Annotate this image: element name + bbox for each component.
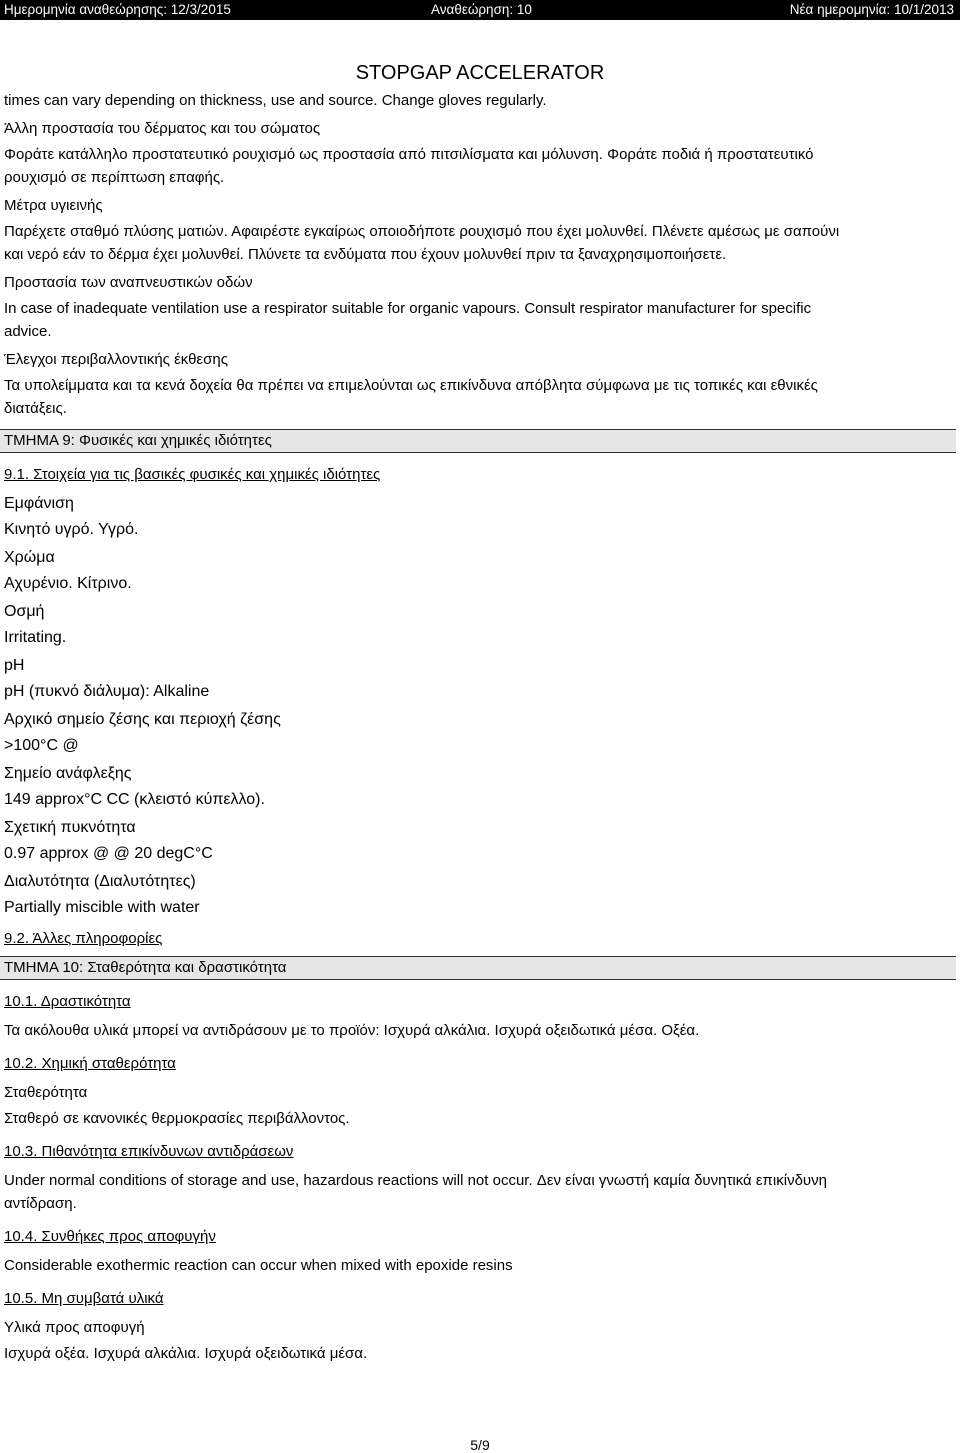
incompatible-materials-value: Ισχυρά οξέα. Ισχυρά αλκάλια. Ισχυρά οξειδωτικά μέσα.: [4, 1345, 368, 1362]
subsection-9-2: 9.2. Άλλες πληροφορίες: [4, 930, 163, 947]
environmental-heading: Έλεγχοι περιβαλλοντικής έκθεσης: [4, 351, 228, 368]
respiratory-heading: Προστασία των αναπνευστικών οδών: [4, 274, 253, 291]
appearance-value: Κινητό υγρό. Υγρό.: [4, 521, 139, 538]
page-header: [0, 0, 960, 20]
hazardous-reactions-line1: Under normal conditions of storage and use, hazardous reactions will not occur. Δεν είναι γνωστή καμία δυνητικά επικίνδυνη: [4, 1172, 827, 1189]
ph-value: pH (πυκνό διάλυμα): Alkaline: [4, 683, 210, 700]
respiratory-line2: advice.: [4, 323, 52, 340]
new-date: Νέα ημερομηνία: 10/1/2013: [789, 2, 954, 17]
revision-date: Ημερομηνία αναθεώρησης: 12/3/2015: [4, 2, 231, 17]
environmental-line2: διατάξεις.: [4, 400, 67, 417]
flash-point-label: Σημείο ανάφλεξης: [4, 765, 132, 782]
subsection-10-5: 10.5. Μη συμβατά υλικά: [4, 1290, 164, 1307]
subsection-10-3: 10.3. Πιθανότητα επικίνδυνων αντιδράσεων: [4, 1143, 294, 1160]
revision-number: Αναθεώρηση: 10: [431, 2, 532, 17]
subsection-10-2: 10.2. Χημική σταθερότητα: [4, 1055, 176, 1072]
hygiene-line2: και νερό εάν το δέρμα έχει μολυνθεί. Πλύνετε τα ενδύματα που έχουν μολυνθεί πριν τα ξαναχρησιμοποιήσετε.: [4, 246, 727, 263]
hygiene-line1: Παρέχετε σταθμό πλύσης ματιών. Αφαιρέστε εγκαίρως οποιοδήποτε ρουχισμό που έχει μολυνθεί. Πλένετε αμέσως με σαπούνι: [4, 223, 840, 240]
section-10-heading: ΤΜΗΜΑ 10: Σταθερότητα και δραστικότητα: [0, 956, 956, 980]
environmental-line1: Τα υπολείμματα και τα κενά δοχεία θα πρέπει να επιμελούνται ως επικίνδυνα απόβλητα σύμφωνα με τις τοπικές και εθνικές: [4, 377, 818, 394]
boiling-point-label: Αρχικό σημείο ζέσης και περιοχή ζέσης: [4, 711, 281, 728]
flash-point-value: 149 approx°C CC (κλειστό κύπελλο).: [4, 791, 265, 808]
stability-label: Σταθερότητα: [4, 1084, 88, 1101]
subsection-10-1: 10.1. Δραστικότητα: [4, 993, 131, 1010]
page-number: 5/9: [470, 1437, 490, 1453]
document-title-wrap: [0, 62, 960, 85]
section-9-heading: ΤΜΗΜΑ 9: Φυσικές και χημικές ιδιότητες: [0, 429, 956, 453]
odour-label: Οσμή: [4, 603, 45, 620]
odour-value: Irritating.: [4, 629, 67, 646]
subsection-9-1: 9.1. Στοιχεία για τις βασικές φυσικές και χημικές ιδιότητες: [4, 466, 381, 483]
incompatible-materials-label: Υλικά προς αποφυγή: [4, 1319, 145, 1336]
boiling-point-value: >100°C @: [4, 737, 79, 754]
solubility-label: Διαλυτότητα (Διαλυτότητες): [4, 873, 196, 890]
hazardous-reactions-line2: αντίδραση.: [4, 1195, 77, 1212]
solubility-value: Partially miscible with water: [4, 899, 200, 916]
gloves-text: times can vary depending on thickness, use and source. Change gloves regularly.: [4, 92, 547, 109]
colour-label: Χρώμα: [4, 549, 55, 566]
skin-protection-heading: Άλλη προστασία του δέρματος και του σώματος: [4, 120, 321, 137]
subsection-10-4: 10.4. Συνθήκες προς αποφυγήν: [4, 1228, 216, 1245]
conditions-to-avoid-text: Considerable exothermic reaction can occur when mixed with epoxide resins: [4, 1257, 513, 1274]
ph-label: pH: [4, 657, 25, 674]
skin-protection-line1: Φοράτε κατάλληλο προστατευτικό ρουχισμό ως προστασία από πιτσιλίσματα και μόλυνση. Φοράτε ποδιά ή προστατευτικό: [4, 146, 814, 163]
reactivity-text: Τα ακόλουθα υλικά μπορεί να αντιδράσουν με το προϊόν: Ισχυρά αλκάλια. Ισχυρά οξειδωτικά μέσα. Οξέα.: [4, 1022, 700, 1039]
document-title: STOPGAP ACCELERATOR: [355, 62, 605, 84]
appearance-label: Εμφάνιση: [4, 495, 74, 512]
colour-value: Αχυρένιο. Κίτρινο.: [4, 575, 132, 592]
respiratory-line1: In case of inadequate ventilation use a respirator suitable for organic vapours. Consult respirator manufacturer for specific: [4, 300, 812, 317]
document-body: [4, 89, 956, 1368]
stability-value: Σταθερό σε κανονικές θερμοκρασίες περιβάλλοντος.: [4, 1110, 350, 1127]
relative-density-value: 0.97 approx @ @ 20 degC°C: [4, 845, 213, 862]
skin-protection-line2: ρουχισμό σε περίπτωση επαφής.: [4, 169, 225, 186]
hygiene-heading: Μέτρα υγιεινής: [4, 197, 103, 214]
relative-density-label: Σχετική πυκνότητα: [4, 819, 136, 836]
